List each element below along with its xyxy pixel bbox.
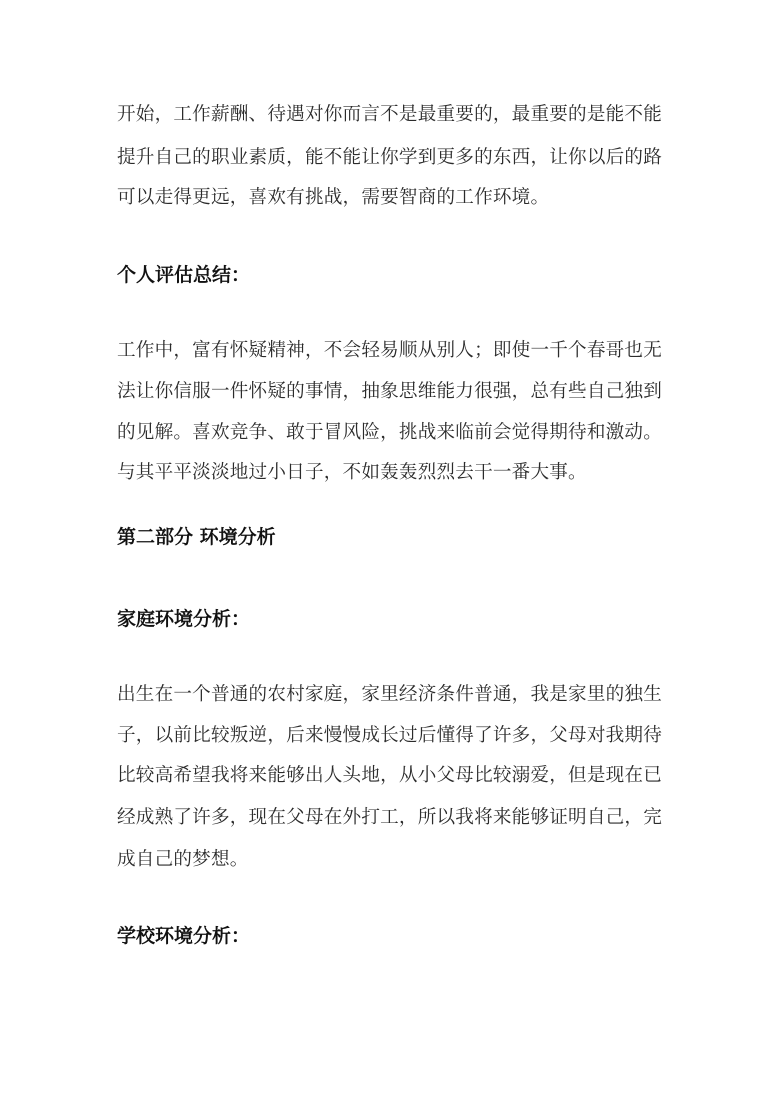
family-heading: 家庭环境分析： <box>117 608 251 630</box>
self-assessment-line-3: 的见解。喜欢竞争、敢于冒风险，挑战来临前会觉得期待和激动。 <box>117 422 663 443</box>
family-line-2: 子，以前比较叛逆，后来慢慢成长过后懂得了许多，父母对我期待 <box>117 725 663 746</box>
family-line-1: 出生在一个普通的农村家庭，家里经济条件普通，我是家里的独生 <box>117 684 663 705</box>
self-assessment-line-2: 法让你信服一件怀疑的事情，抽象思维能力很强，总有些自己独到 <box>117 381 663 402</box>
school-heading: 学校环境分析： <box>117 925 251 947</box>
family-line-3: 比较高希望我将来能够出人头地，从小父母比较溺爱，但是现在已 <box>117 765 663 786</box>
part-two-heading: 第二部分 环境分析 <box>117 526 276 548</box>
intro-line-3: 可以走得更远，喜欢有挑战，需要智商的工作环境。 <box>117 187 550 208</box>
intro-line-1: 开始，工作薪酬、待遇对你而言不是最重要的，最重要的是能不能 <box>117 104 663 125</box>
family-line-4: 经成熟了许多，现在父母在外打工，所以我将来能够证明自己，完 <box>117 807 663 828</box>
family-line-5: 成自己的梦想。 <box>117 849 249 870</box>
intro-line-2: 提升自己的职业素质，能不能让你学到更多的东西，让你以后的路 <box>117 147 663 168</box>
self-assessment-line-4: 与其平平淡淡地过小日子，不如轰轰烈烈去干一番大事。 <box>117 462 587 483</box>
self-assessment-line-1: 工作中，富有怀疑精神，不会轻易顺从别人；即使一千个春哥也无 <box>117 340 663 361</box>
self-assessment-heading: 个人评估总结： <box>117 264 251 286</box>
